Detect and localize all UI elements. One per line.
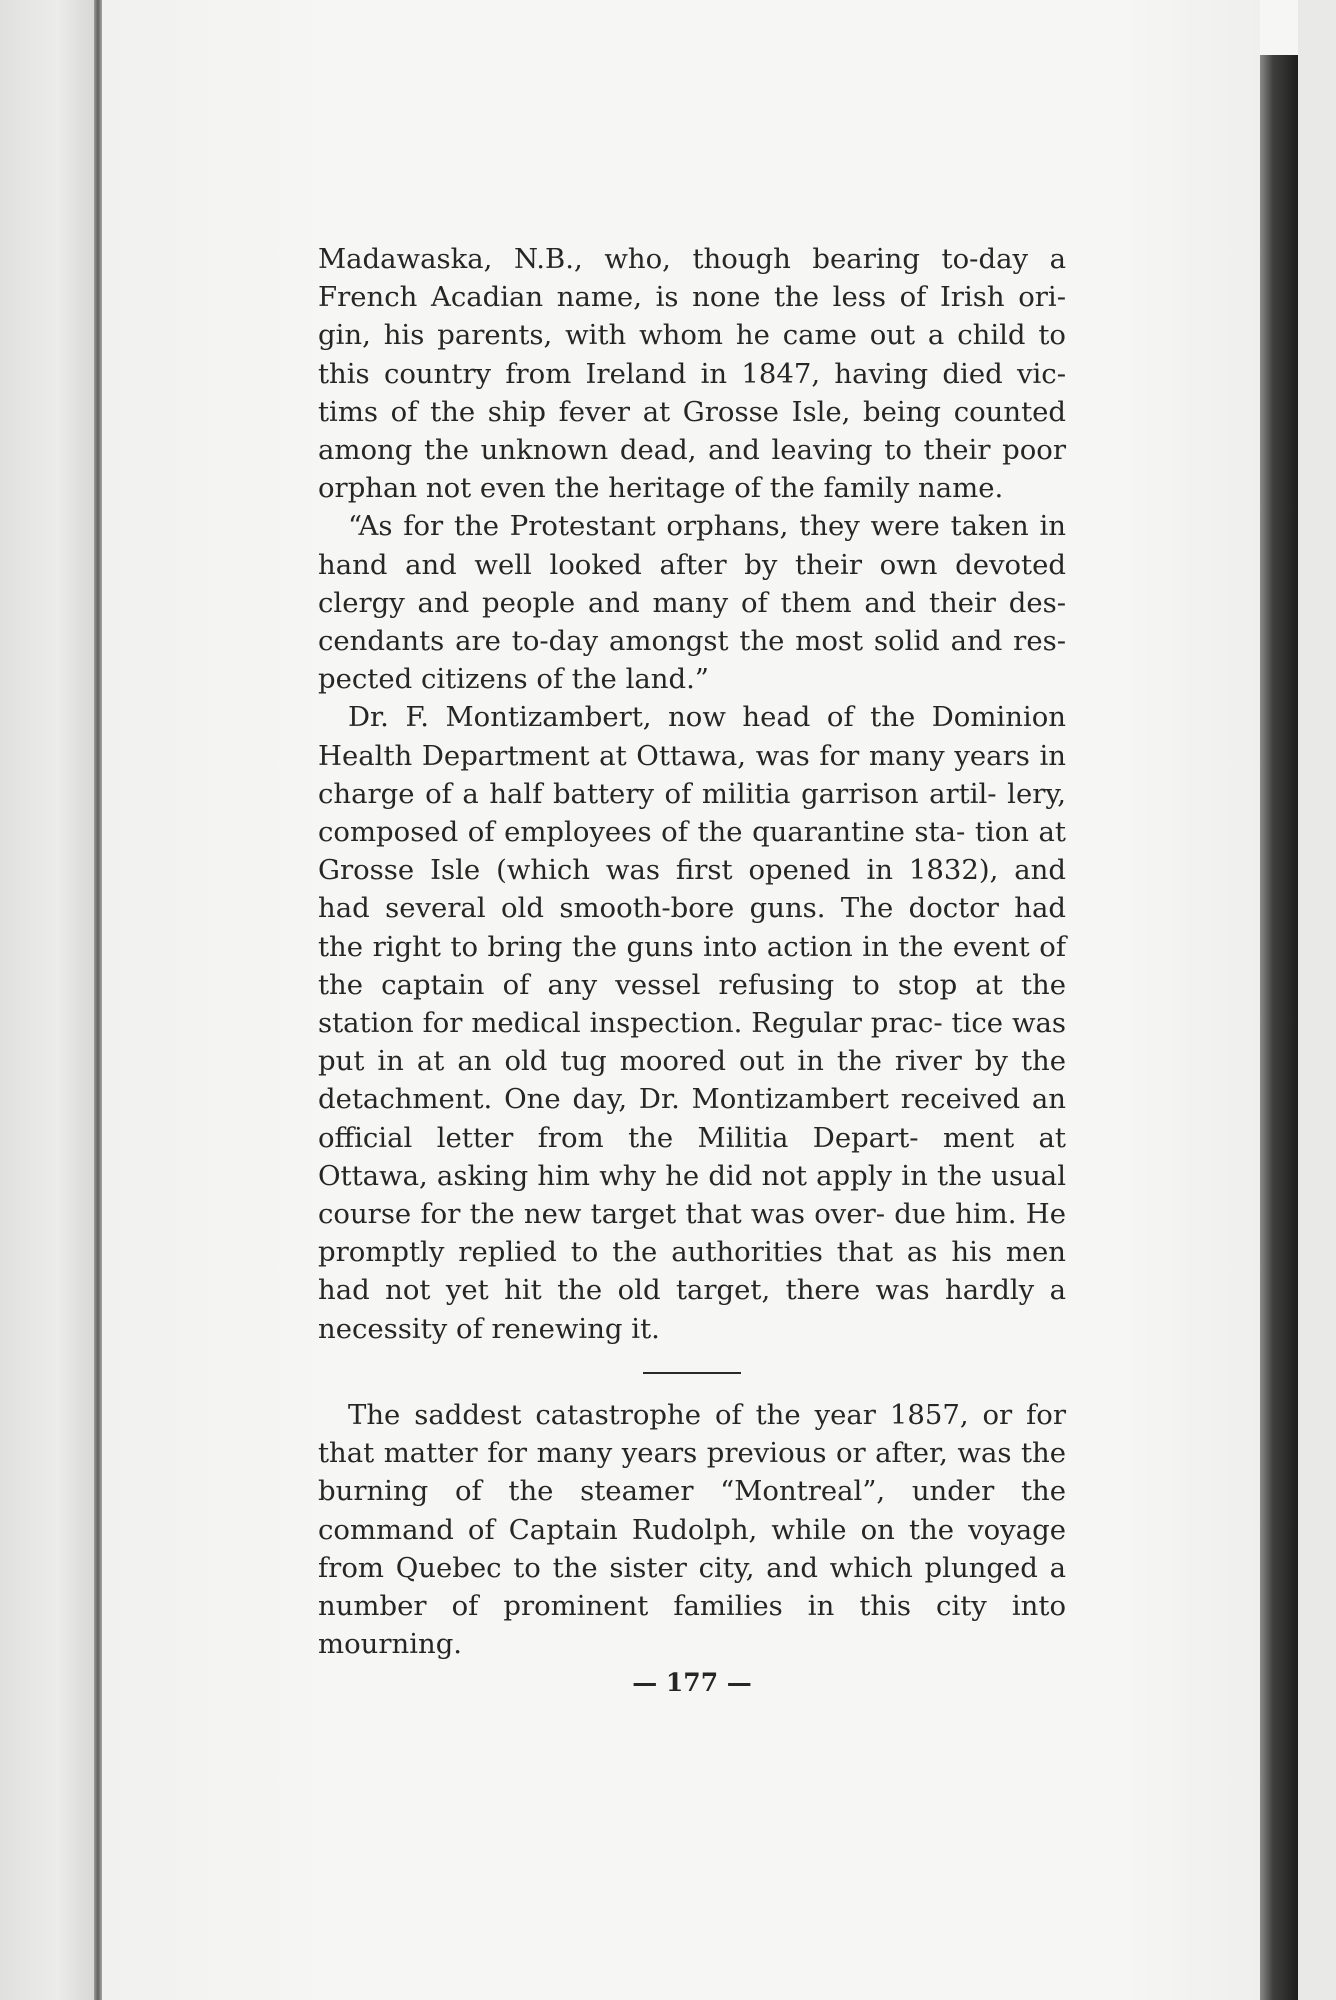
- page-text: [318, 240, 1066, 1663]
- page-number: — 177 —: [632, 1668, 752, 1697]
- section-divider: [643, 1372, 741, 1374]
- paragraph-montizambert: Dr. F. Montizambert, now head of the Dominion Health Department at Ottawa, was for many years in charge of a half battery of militia garrison artil- lery, composed of employees of the quarantine sta- tion at Grosse Isle (which was first opened in 1832), and had several old smooth-bore guns. The doctor had the right to bring the guns into action in the event of the captain of any vessel refusing to stop at the station for medical inspection. Regular prac- tice was put in at an old tug moored out in the river by the detachment. One day, Dr. Montizambert received an official letter from the Militia Depart- ment at Ottawa, asking him why he did not apply in the usual course for the new target that was over- due him. He promptly replied to the authorities that as his men had not yet hit the old target, there was hardly a necessity of renewing it.: [318, 701, 1066, 1345]
- paragraph-steamer-montreal: The saddest catastrophe of the year 1857, or for that matter for many years previous or after, was the burning of the steamer “Montreal”, under the command of Captain Rudolph, while on the voyage from Quebec to the sister city, and which plunged a number of prominent families in this city into mourning.: [318, 1398, 1066, 1661]
- paragraph-protestant-orphans: “As for the Protestant orphans, they were taken in hand and well looked after by their own devoted clergy and people and many of them and their des- cendants are to-day amongst the most solid and res- pected citizens of the land.”: [318, 510, 1066, 696]
- left-page-margin: [0, 0, 96, 2000]
- page-edge-top: [1260, 0, 1298, 60]
- book-gutter: [94, 0, 102, 2000]
- paragraph-continuation: Madawaska, N.B., who, though bearing to-day a French Acadian name, is none the less of Irish ori- gin, his parents, with whom he came out a child to this country from Ireland in 1847, having died vic- tims of the ship fever at Grosse Isle, being counted among the unknown dead, and leaving to their poor orphan not even the heritage of the family name.: [318, 243, 1066, 505]
- page-edge-shadow: [1260, 55, 1298, 2000]
